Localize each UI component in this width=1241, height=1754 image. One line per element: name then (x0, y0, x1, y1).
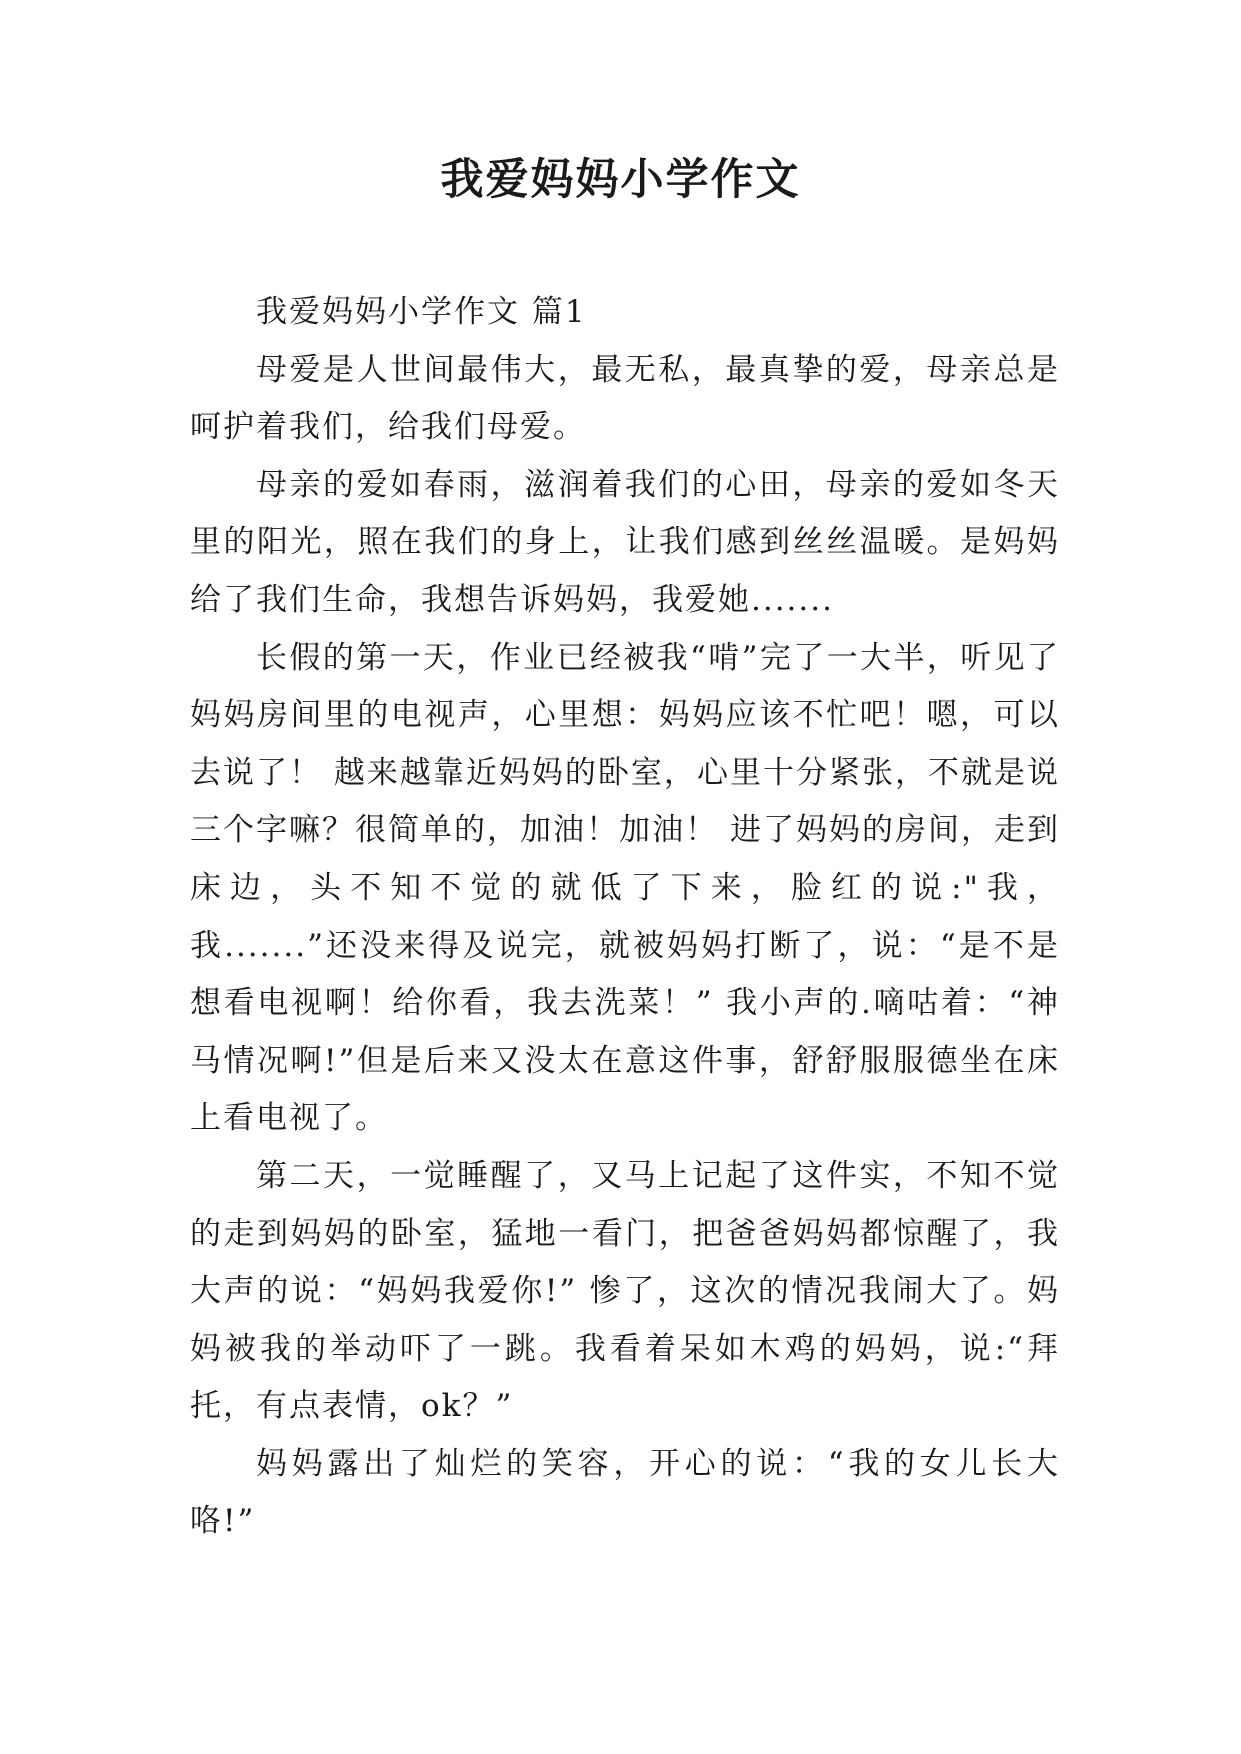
document-body (190, 284, 1060, 1551)
page-title: 我爱妈妈小学作文 (440, 155, 801, 205)
section-heading: 我爱妈妈小学作文 篇1 (256, 294, 587, 330)
paragraph: 妈妈露出了灿烂的笑容，开心的说：“我的女儿长大咯!” (190, 1445, 1060, 1540)
paragraph: 母亲的爱如春雨，滋润着我们的心田，母亲的爱如冬天里的阳光，照在我们的身上，让我们感到丝丝温暖。是妈妈给了我们生命，我想告诉妈妈，我爱她....... (190, 466, 1060, 618)
paragraph: 长假的第一天，作业已经被我“啃”完了一大半，听见了妈妈房间里的电视声，心里想：妈妈应该不忙吧！嗯，可以去说了！ 越来越靠近妈妈的卧室，心里十分紧张，不就是说三个字嘛？很简单的，加油！加油！ 进了妈妈的房间，走到床边，头不知不觉的就低了下来，脸红的说:"我，我.......”还没来得及说完，就被妈妈打断了，说：“是不是想看电视啊！给你看，我去洗菜！” 我小声的.嘀咕着：“神马情况啊!”但是后来又没太在意这件事，舒舒服服德坐在床上看电视了。 (190, 639, 1060, 1137)
paragraph: 第二天，一觉睡醒了，又马上记起了这件实，不知不觉的走到妈妈的卧室，猛地一看门，把爸爸妈妈都惊醒了，我大声的说：“妈妈我爱你!” 惨了，这次的情况我闹大了。妈妈被我的举动吓了一跳。我看着呆如木鸡的妈妈，说:“拜托，有点表情，ok？” (190, 1157, 1060, 1425)
paragraph: 母爱是人世间最伟大，最无私，最真挚的爱，母亲总是呵护着我们，给我们母爱。 (190, 351, 1060, 446)
